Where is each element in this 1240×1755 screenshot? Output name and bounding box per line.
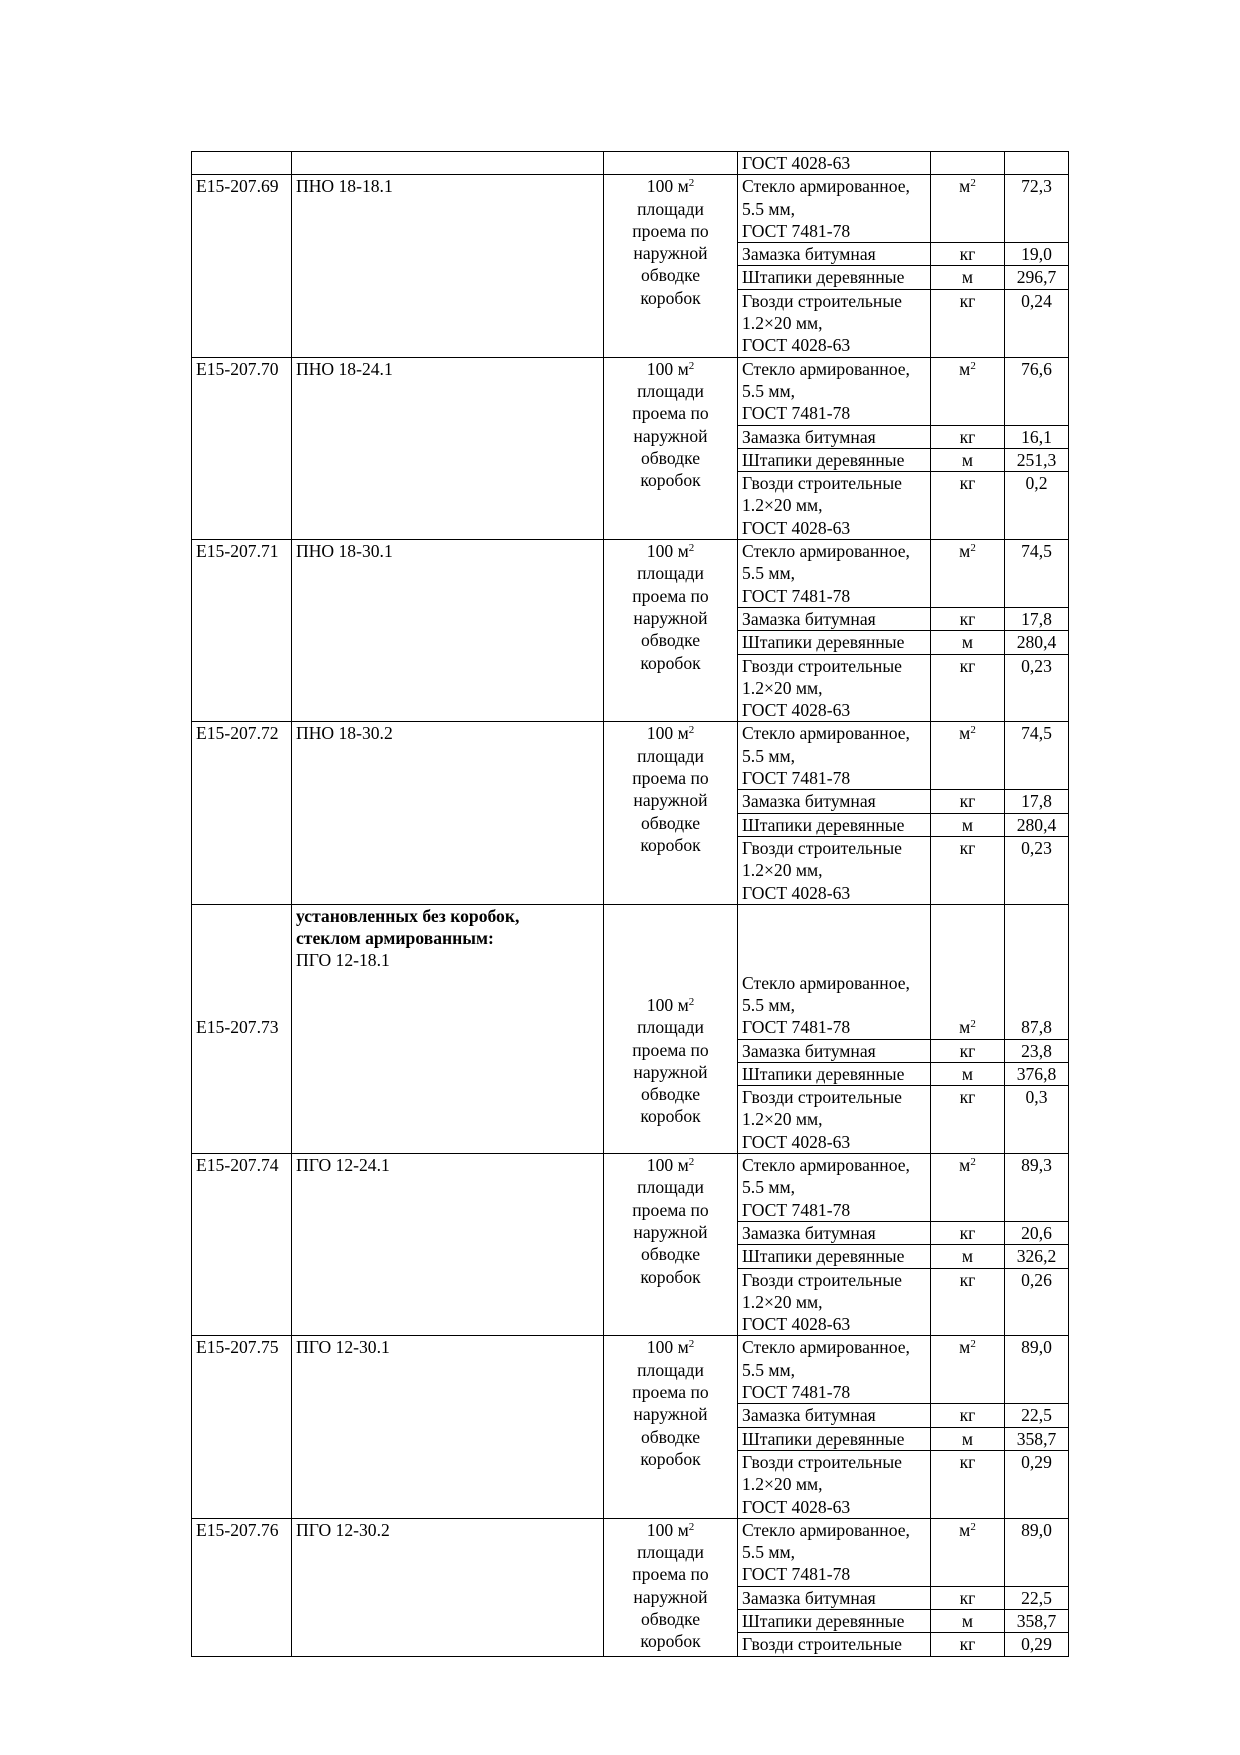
- measure-unit: м: [959, 358, 971, 379]
- material-name: Замазка битумная: [742, 1405, 876, 1426]
- quantity-cell: [1005, 904, 1069, 1039]
- measure-cell: [931, 1336, 1005, 1404]
- measure-cell: [931, 1633, 1005, 1656]
- unit-superscript: 2: [688, 1156, 695, 1169]
- material-cell: [738, 1450, 931, 1518]
- material-name: Замазка битумная: [742, 244, 876, 265]
- material-name: Штапики деревянные: [742, 1611, 905, 1631]
- measure-superscript: 2: [970, 177, 976, 190]
- name-cell: [292, 175, 604, 357]
- measure-superscript: 2: [970, 359, 976, 372]
- norm-name: ПГО 12-30.1: [296, 1337, 390, 1358]
- measure-cell: [931, 813, 1005, 836]
- measure-cell: [931, 654, 1005, 722]
- quantity-cell: [1005, 472, 1069, 540]
- code-cell: [192, 1518, 292, 1656]
- quantity-cell: [1005, 266, 1069, 289]
- material-cell: [738, 1610, 931, 1633]
- unit-description: площади проема по наружной обводке коробок: [632, 1542, 709, 1652]
- quantity-value: 0,23: [1021, 837, 1052, 858]
- measure-cell: [931, 357, 1005, 425]
- measure-cell: [931, 1154, 1005, 1222]
- section-header: установленных без коробок, стеклом армированным:: [296, 905, 520, 949]
- measure-superscript: 2: [970, 1520, 976, 1533]
- material-cell: [738, 722, 931, 790]
- norm-code: Е15-207.69: [196, 176, 279, 197]
- quantity-cell: [1005, 1610, 1069, 1633]
- unit-description: площади проема по наружной обводке коробок: [632, 1359, 709, 1469]
- measure-cell: [931, 540, 1005, 608]
- quantity-value: 22,5: [1021, 1405, 1052, 1426]
- material-cell: ГОСТ 4028-63: [738, 152, 931, 175]
- measure-cell: [931, 722, 1005, 790]
- material-cell: [738, 607, 931, 630]
- name-cell: [292, 722, 604, 904]
- norms-table: [191, 151, 1069, 1657]
- measure-unit: м: [959, 723, 971, 744]
- unit-description: площади проема по наружной обводке коробок: [632, 745, 709, 855]
- table-row: [192, 1518, 1069, 1586]
- material-name: Штапики деревянные: [742, 632, 905, 653]
- unit-superscript: 2: [688, 1520, 695, 1533]
- measure-unit: м: [959, 541, 971, 562]
- material-name: Штапики деревянные: [742, 1246, 905, 1267]
- material-name: Стекло армированное, 5.5 мм, ГОСТ 7481-78: [742, 541, 910, 606]
- material-name: Гвозди строительные 1.2×20 мм, ГОСТ 4028-63: [742, 290, 902, 356]
- quantity-value: 280,4: [1016, 632, 1057, 653]
- quantity-cell: [1005, 540, 1069, 608]
- measure-superscript: 2: [970, 542, 976, 555]
- measure-cell: [931, 836, 1005, 904]
- quantity-value: 358,7: [1016, 1428, 1057, 1449]
- quantity-cell: [1005, 607, 1069, 630]
- quantity-cell: [1005, 1245, 1069, 1268]
- name-cell: [292, 1154, 604, 1336]
- measure-unit: кг: [959, 655, 976, 676]
- unit-value: 100 м: [646, 1337, 689, 1358]
- material-cell: [738, 1086, 931, 1154]
- quantity-cell: [1005, 357, 1069, 425]
- material-name: Гвозди строительные: [742, 1634, 902, 1655]
- material-cell: [738, 1062, 931, 1085]
- material-cell: [738, 1427, 931, 1450]
- table-row: [192, 152, 1069, 175]
- unit-cell: [604, 1336, 738, 1518]
- measure-unit: кг: [959, 1087, 976, 1108]
- unit-value: 100 м: [646, 994, 689, 1015]
- material-cell: [738, 790, 931, 813]
- measure-unit: кг: [959, 837, 976, 858]
- material-name: Гвозди строительные 1.2×20 мм, ГОСТ 4028-63: [742, 655, 902, 721]
- norm-name: ПГО 12-24.1: [296, 1155, 390, 1176]
- measure-unit: кг: [959, 1222, 976, 1243]
- quantity-cell: [1005, 243, 1069, 266]
- material-name: Стекло армированное, 5.5 мм, ГОСТ 7481-78: [742, 1337, 910, 1403]
- measure-unit: м: [961, 267, 974, 288]
- unit-value: 100 м: [646, 1519, 689, 1540]
- code-cell: [192, 904, 292, 1153]
- unit-description: площади проема по наружной обводке коробок: [632, 380, 709, 491]
- measure-cell: [931, 266, 1005, 289]
- quantity-cell: [1005, 425, 1069, 448]
- document-page: [191, 151, 1068, 1657]
- quantity-value: 76,6: [1021, 358, 1052, 379]
- material-cell: [738, 1633, 931, 1656]
- material-cell: [738, 243, 931, 266]
- quantity-value: 0,29: [1021, 1634, 1052, 1655]
- code-cell: [192, 722, 292, 904]
- unit-value: 100 м: [646, 723, 689, 744]
- measure-cell: [931, 243, 1005, 266]
- name-cell: [292, 357, 604, 539]
- material-name: Замазка битумная: [742, 1222, 876, 1243]
- material-name: Стекло армированное, 5.5 мм, ГОСТ 7481-78: [742, 176, 910, 241]
- unit-superscript: 2: [688, 995, 695, 1008]
- code-cell: [192, 1336, 292, 1518]
- material-cell: [738, 813, 931, 836]
- unit-cell: [604, 175, 738, 357]
- material-name: Стекло армированное, 5.5 мм, ГОСТ 7481-78: [742, 723, 910, 789]
- measure-unit: м: [959, 1017, 971, 1038]
- quantity-cell: [1005, 1154, 1069, 1222]
- norm-name: ПНО 18-30.1: [296, 541, 393, 562]
- norm-name: ПГО 12-18.1: [296, 950, 390, 971]
- measure-unit: кг: [959, 290, 976, 311]
- quantity-value: 280,4: [1016, 814, 1057, 835]
- material-cell: [738, 836, 931, 904]
- material-cell: [738, 425, 931, 448]
- measure-cell: [931, 631, 1005, 654]
- material-name: Штапики деревянные: [742, 1063, 905, 1084]
- measure-unit: кг: [959, 1269, 976, 1290]
- measure-cell: [931, 472, 1005, 540]
- table-row: [192, 540, 1069, 608]
- unit-cell: [604, 540, 738, 722]
- name-cell: [292, 1518, 604, 1656]
- unit-value: 100 м: [646, 1155, 689, 1176]
- measure-unit: кг: [959, 1634, 976, 1655]
- norm-code: Е15-207.76: [196, 1519, 279, 1540]
- measure-cell: [931, 1404, 1005, 1427]
- quantity-cell: [1005, 448, 1069, 471]
- quantity-cell: [1005, 654, 1069, 722]
- unit-cell: [604, 904, 738, 1153]
- measure-unit: м: [961, 814, 974, 835]
- measure-cell: [931, 1039, 1005, 1062]
- norm-name: ПГО 12-30.2: [296, 1519, 390, 1540]
- name-cell: [292, 1336, 604, 1518]
- measure-unit: кг: [959, 244, 976, 265]
- table-row: [192, 722, 1069, 790]
- material-cell: [738, 1404, 931, 1427]
- unit-value: 100 м: [646, 176, 689, 197]
- measure-unit: м: [961, 632, 974, 653]
- unit-superscript: 2: [688, 359, 695, 372]
- quantity-cell: [1005, 631, 1069, 654]
- material-name: Штапики деревянные: [742, 267, 905, 288]
- material-name: Замазка битумная: [742, 608, 876, 629]
- quantity-cell: [1005, 1404, 1069, 1427]
- quantity-cell: [1005, 289, 1069, 357]
- measure-cell: [931, 1427, 1005, 1450]
- unit-description: площади проема по наружной обводке коробок: [632, 1017, 709, 1127]
- quantity-cell: [1005, 1062, 1069, 1085]
- quantity-value: 22,5: [1021, 1587, 1052, 1608]
- table-row: [192, 1154, 1069, 1222]
- material-name: Гвозди строительные 1.2×20 мм, ГОСТ 4028-63: [742, 1087, 902, 1152]
- material-cell: [738, 654, 931, 722]
- measure-unit: кг: [959, 1451, 976, 1472]
- unit-value: 100 м: [646, 541, 689, 562]
- code-cell: [192, 152, 292, 175]
- unit-cell: [604, 357, 738, 539]
- norm-code: Е15-207.73: [196, 1017, 279, 1038]
- quantity-cell: [1005, 1518, 1069, 1586]
- measure-unit: м: [959, 1155, 971, 1176]
- unit-superscript: 2: [688, 724, 695, 737]
- quantity-value: 74,5: [1021, 541, 1052, 562]
- quantity-value: 0,26: [1021, 1269, 1052, 1290]
- material-cell: [738, 1245, 931, 1268]
- measure-cell: [931, 1221, 1005, 1244]
- table-row: [192, 357, 1069, 425]
- unit-cell: [604, 152, 738, 175]
- material-cell: [738, 1221, 931, 1244]
- material-cell: [738, 1268, 931, 1336]
- name-cell: [292, 540, 604, 722]
- material-cell: [738, 1586, 931, 1609]
- quantity-cell: [1005, 1086, 1069, 1154]
- table-row: [192, 1336, 1069, 1404]
- measure-cell: [931, 1450, 1005, 1518]
- norm-code: Е15-207.74: [196, 1155, 279, 1176]
- quantity-value: 89,0: [1021, 1337, 1052, 1358]
- material-name: Стекло армированное, 5.5 мм, ГОСТ 7481-78: [742, 358, 910, 424]
- quantity-cell: [1005, 175, 1069, 243]
- unit-description: площади проема по наружной обводке коробок: [632, 198, 709, 308]
- measure-cell: [931, 1245, 1005, 1268]
- material-cell: [738, 1154, 931, 1222]
- measure-superscript: 2: [970, 724, 976, 737]
- measure-cell: [931, 289, 1005, 357]
- material-name: Штапики деревянные: [742, 449, 905, 470]
- material-cell: [738, 289, 931, 357]
- unit-description: площади проема по наружной обводке коробок: [632, 563, 709, 673]
- quantity-value: 17,8: [1021, 791, 1052, 812]
- measure-unit: м: [961, 1611, 974, 1631]
- measure-unit: кг: [959, 608, 976, 629]
- quantity-cell: [1005, 1586, 1069, 1609]
- quantity-value: 358,7: [1016, 1611, 1057, 1631]
- unit-superscript: 2: [688, 1338, 695, 1351]
- material-name: Гвозди строительные 1.2×20 мм, ГОСТ 4028-63: [742, 837, 902, 903]
- quantity-value: 74,5: [1021, 723, 1052, 744]
- material-cell: [738, 175, 931, 243]
- quantity-value: 376,8: [1016, 1063, 1057, 1084]
- unit-description: площади проема по наружной обводке коробок: [632, 1177, 709, 1287]
- measure-cell: [931, 904, 1005, 1039]
- quantity-value: 87,8: [1021, 1017, 1052, 1038]
- quantity-value: 0,3: [1025, 1087, 1048, 1108]
- name-cell: [292, 152, 604, 175]
- quantity-cell: [1005, 1450, 1069, 1518]
- code-cell: [192, 540, 292, 722]
- table-row: [192, 175, 1069, 243]
- measure-cell: [931, 1268, 1005, 1336]
- code-cell: [192, 175, 292, 357]
- measure-cell: [931, 1518, 1005, 1586]
- material-cell: [738, 1336, 931, 1404]
- material-name: Замазка битумная: [742, 1040, 876, 1061]
- quantity-value: 23,8: [1021, 1040, 1052, 1061]
- material-name: Замазка битумная: [742, 426, 876, 447]
- measure-cell: [931, 425, 1005, 448]
- measure-unit: кг: [959, 1040, 976, 1061]
- measure-cell: [931, 1610, 1005, 1633]
- material-cell: [738, 904, 931, 1039]
- quantity-value: 17,8: [1021, 608, 1052, 629]
- quantity-cell: [1005, 1221, 1069, 1244]
- quantity-value: 0,23: [1021, 655, 1052, 676]
- norm-name: ПНО 18-24.1: [296, 358, 393, 379]
- quantity-cell: [1005, 790, 1069, 813]
- quantity-cell: [1005, 152, 1069, 175]
- material-name: Штапики деревянные: [742, 814, 905, 835]
- table-row: [192, 904, 1069, 1039]
- quantity-cell: [1005, 836, 1069, 904]
- norms-table-body: [192, 152, 1069, 1657]
- name-cell: [292, 904, 604, 1153]
- code-cell: [192, 1154, 292, 1336]
- measure-unit: кг: [959, 1405, 976, 1426]
- material-cell: [738, 448, 931, 471]
- quantity-cell: [1005, 1039, 1069, 1062]
- material-name: Замазка битумная: [742, 791, 876, 812]
- material-name: Гвозди строительные 1.2×20 мм, ГОСТ 4028-63: [742, 1451, 902, 1517]
- quantity-value: 89,0: [1021, 1519, 1052, 1540]
- material-cell: [738, 1518, 931, 1586]
- quantity-value: 296,7: [1016, 267, 1057, 288]
- norm-code: Е15-207.71: [196, 541, 279, 562]
- measure-superscript: 2: [970, 1338, 976, 1351]
- norm-code: Е15-207.75: [196, 1337, 279, 1358]
- material-name: Стекло армированное, 5.5 мм, ГОСТ 7481-78: [742, 972, 910, 1038]
- measure-unit: м: [959, 176, 971, 197]
- measure-cell: [931, 1586, 1005, 1609]
- unit-superscript: 2: [688, 542, 695, 555]
- measure-cell: [931, 448, 1005, 471]
- quantity-value: 251,3: [1016, 449, 1057, 470]
- measure-unit: кг: [959, 1587, 976, 1608]
- unit-cell: [604, 1518, 738, 1656]
- norm-code: Е15-207.70: [196, 358, 279, 379]
- norm-code: Е15-207.72: [196, 723, 279, 744]
- quantity-value: 19,0: [1021, 244, 1052, 265]
- material-name: Гвозди строительные 1.2×20 мм, ГОСТ 4028-63: [742, 473, 902, 538]
- measure-unit: кг: [959, 473, 976, 494]
- material-cell: [738, 357, 931, 425]
- measure-cell: [931, 175, 1005, 243]
- measure-cell: [931, 152, 1005, 175]
- material-cell: [738, 472, 931, 540]
- material-name: Стекло армированное, 5.5 мм, ГОСТ 7481-78: [742, 1519, 910, 1585]
- measure-cell: [931, 790, 1005, 813]
- quantity-cell: [1005, 1268, 1069, 1336]
- measure-unit: м: [959, 1337, 971, 1358]
- quantity-cell: [1005, 1336, 1069, 1404]
- quantity-cell: [1005, 1427, 1069, 1450]
- quantity-value: 326,2: [1016, 1246, 1057, 1267]
- norm-name: ПНО 18-30.2: [296, 723, 393, 744]
- material-name: Стекло армированное, 5.5 мм, ГОСТ 7481-78: [742, 1155, 910, 1220]
- quantity-value: 0,24: [1021, 290, 1052, 311]
- material-name: Штапики деревянные: [742, 1428, 905, 1449]
- quantity-value: 16,1: [1021, 426, 1052, 447]
- quantity-cell: [1005, 813, 1069, 836]
- unit-cell: [604, 722, 738, 904]
- quantity-cell: [1005, 1633, 1069, 1656]
- measure-unit: кг: [959, 791, 976, 812]
- quantity-value: 72,3: [1021, 176, 1052, 197]
- code-cell: [192, 357, 292, 539]
- material-name: Замазка битумная: [742, 1587, 876, 1608]
- measure-unit: м: [959, 1519, 971, 1540]
- quantity-value: 89,3: [1021, 1155, 1052, 1176]
- measure-superscript: 2: [970, 1156, 976, 1169]
- material-cell: [738, 1039, 931, 1062]
- norm-name: ПНО 18-18.1: [296, 176, 393, 197]
- quantity-value: 0,29: [1021, 1451, 1052, 1472]
- material-name: Гвозди строительные 1.2×20 мм, ГОСТ 4028-63: [742, 1269, 902, 1335]
- unit-superscript: 2: [688, 177, 695, 190]
- measure-unit: кг: [959, 426, 976, 447]
- quantity-value: 0,2: [1025, 473, 1048, 494]
- measure-unit: м: [961, 1246, 974, 1267]
- quantity-cell: [1005, 722, 1069, 790]
- material-cell: [738, 540, 931, 608]
- measure-cell: [931, 607, 1005, 630]
- quantity-value: 20,6: [1021, 1222, 1052, 1243]
- measure-unit: м: [961, 449, 974, 470]
- measure-unit: м: [961, 1063, 974, 1084]
- measure-cell: [931, 1086, 1005, 1154]
- unit-cell: [604, 1154, 738, 1336]
- material-cell: [738, 266, 931, 289]
- measure-superscript: 2: [970, 1018, 976, 1031]
- unit-value: 100 м: [646, 358, 689, 379]
- material-cell: [738, 631, 931, 654]
- measure-unit: м: [961, 1428, 974, 1449]
- measure-cell: [931, 1062, 1005, 1085]
